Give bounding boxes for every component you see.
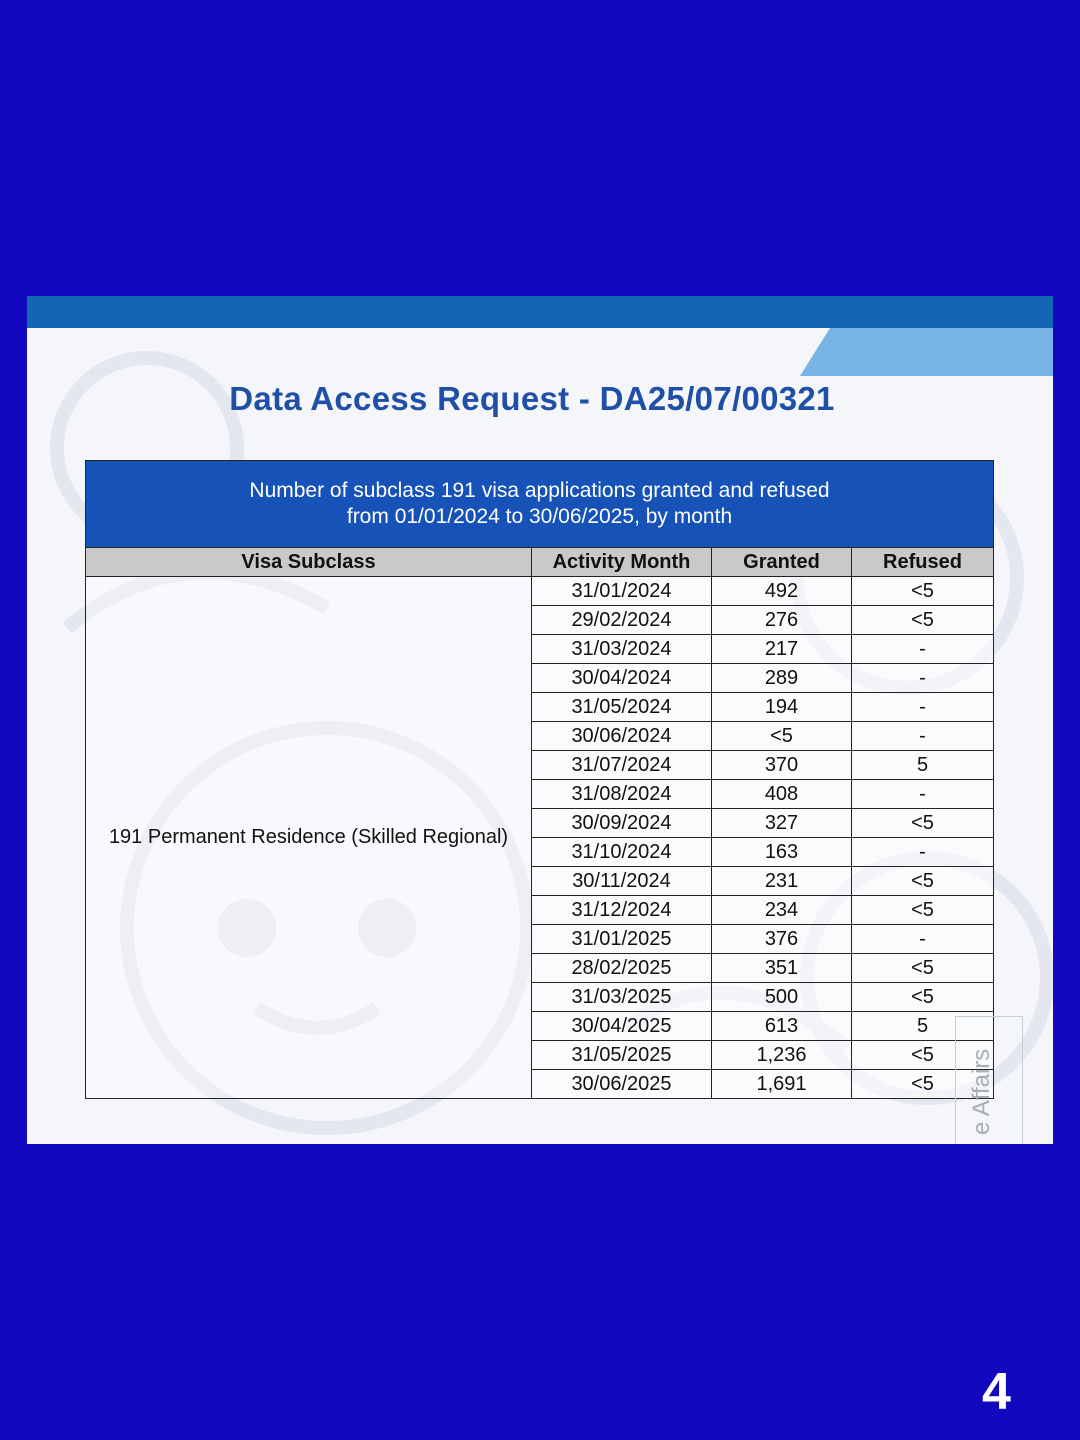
granted-cell: 217: [712, 635, 852, 664]
month-cell: 28/02/2025: [532, 954, 712, 983]
month-cell: 31/08/2024: [532, 780, 712, 809]
refused-cell: -: [852, 838, 994, 867]
watermark-text: e Affairs: [968, 1048, 995, 1135]
granted-cell: 163: [712, 838, 852, 867]
granted-cell: 492: [712, 577, 852, 606]
granted-cell: 1,691: [712, 1070, 852, 1099]
month-cell: 31/03/2024: [532, 635, 712, 664]
granted-cell: 370: [712, 751, 852, 780]
refused-cell: <5: [852, 1041, 994, 1070]
refused-cell: <5: [852, 577, 994, 606]
month-cell: 31/05/2024: [532, 693, 712, 722]
month-cell: 30/06/2025: [532, 1070, 712, 1099]
granted-cell: 408: [712, 780, 852, 809]
granted-cell: 327: [712, 809, 852, 838]
refused-cell: -: [852, 925, 994, 954]
refused-cell: -: [852, 635, 994, 664]
refused-cell: <5: [852, 954, 994, 983]
page-title: Data Access Request - DA25/07/00321: [229, 380, 835, 417]
granted-cell: 1,236: [712, 1041, 852, 1070]
month-cell: 30/09/2024: [532, 809, 712, 838]
refused-cell: <5: [852, 867, 994, 896]
month-cell: 29/02/2024: [532, 606, 712, 635]
table-caption: [86, 461, 994, 548]
header-refused: Refused: [852, 548, 994, 577]
header-granted: Granted: [712, 548, 852, 577]
month-cell: 30/04/2025: [532, 1012, 712, 1041]
page-number: 4: [982, 1363, 1011, 1421]
month-cell: 31/07/2024: [532, 751, 712, 780]
refused-cell: <5: [852, 1070, 994, 1099]
header-activity-month: Activity Month: [532, 548, 712, 577]
refused-cell: -: [852, 664, 994, 693]
refused-cell: -: [852, 780, 994, 809]
slide-top-bar: [27, 296, 1053, 328]
month-cell: 31/05/2025: [532, 1041, 712, 1070]
month-cell: 31/10/2024: [532, 838, 712, 867]
header-visa-subclass: Visa Subclass: [86, 548, 532, 577]
refused-cell: -: [852, 693, 994, 722]
month-cell: 30/06/2024: [532, 722, 712, 751]
slide: [27, 296, 1053, 1144]
month-cell: 30/11/2024: [532, 867, 712, 896]
refused-cell: <5: [852, 606, 994, 635]
refused-cell: <5: [852, 896, 994, 925]
granted-cell: 376: [712, 925, 852, 954]
visa-data-table: [85, 460, 994, 1099]
granted-cell: 351: [712, 954, 852, 983]
granted-cell: 231: [712, 867, 852, 896]
department-watermark: [955, 1016, 1023, 1144]
granted-cell: 234: [712, 896, 852, 925]
refused-cell: -: [852, 722, 994, 751]
visa-subclass-cell: 191 Permanent Residence (Skilled Regional): [86, 577, 532, 1099]
month-cell: 31/12/2024: [532, 896, 712, 925]
granted-cell: 276: [712, 606, 852, 635]
refused-cell: <5: [852, 809, 994, 838]
granted-cell: <5: [712, 722, 852, 751]
refused-cell: 5: [852, 751, 994, 780]
granted-cell: 613: [712, 1012, 852, 1041]
granted-cell: 289: [712, 664, 852, 693]
month-cell: 31/03/2025: [532, 983, 712, 1012]
refused-cell: <5: [852, 983, 994, 1012]
table-header-row: [86, 548, 994, 577]
table-caption-line1: Number of subclass 191 visa applications granted and refused: [249, 479, 830, 502]
refused-cell: 5: [852, 1012, 994, 1041]
granted-cell: 500: [712, 983, 852, 1012]
month-cell: 31/01/2025: [532, 925, 712, 954]
table-caption-line2: from 01/01/2024 to 30/06/2025, by month: [346, 505, 733, 528]
table-row: [86, 577, 994, 606]
month-cell: 30/04/2024: [532, 664, 712, 693]
month-cell: 31/01/2024: [532, 577, 712, 606]
granted-cell: 194: [712, 693, 852, 722]
